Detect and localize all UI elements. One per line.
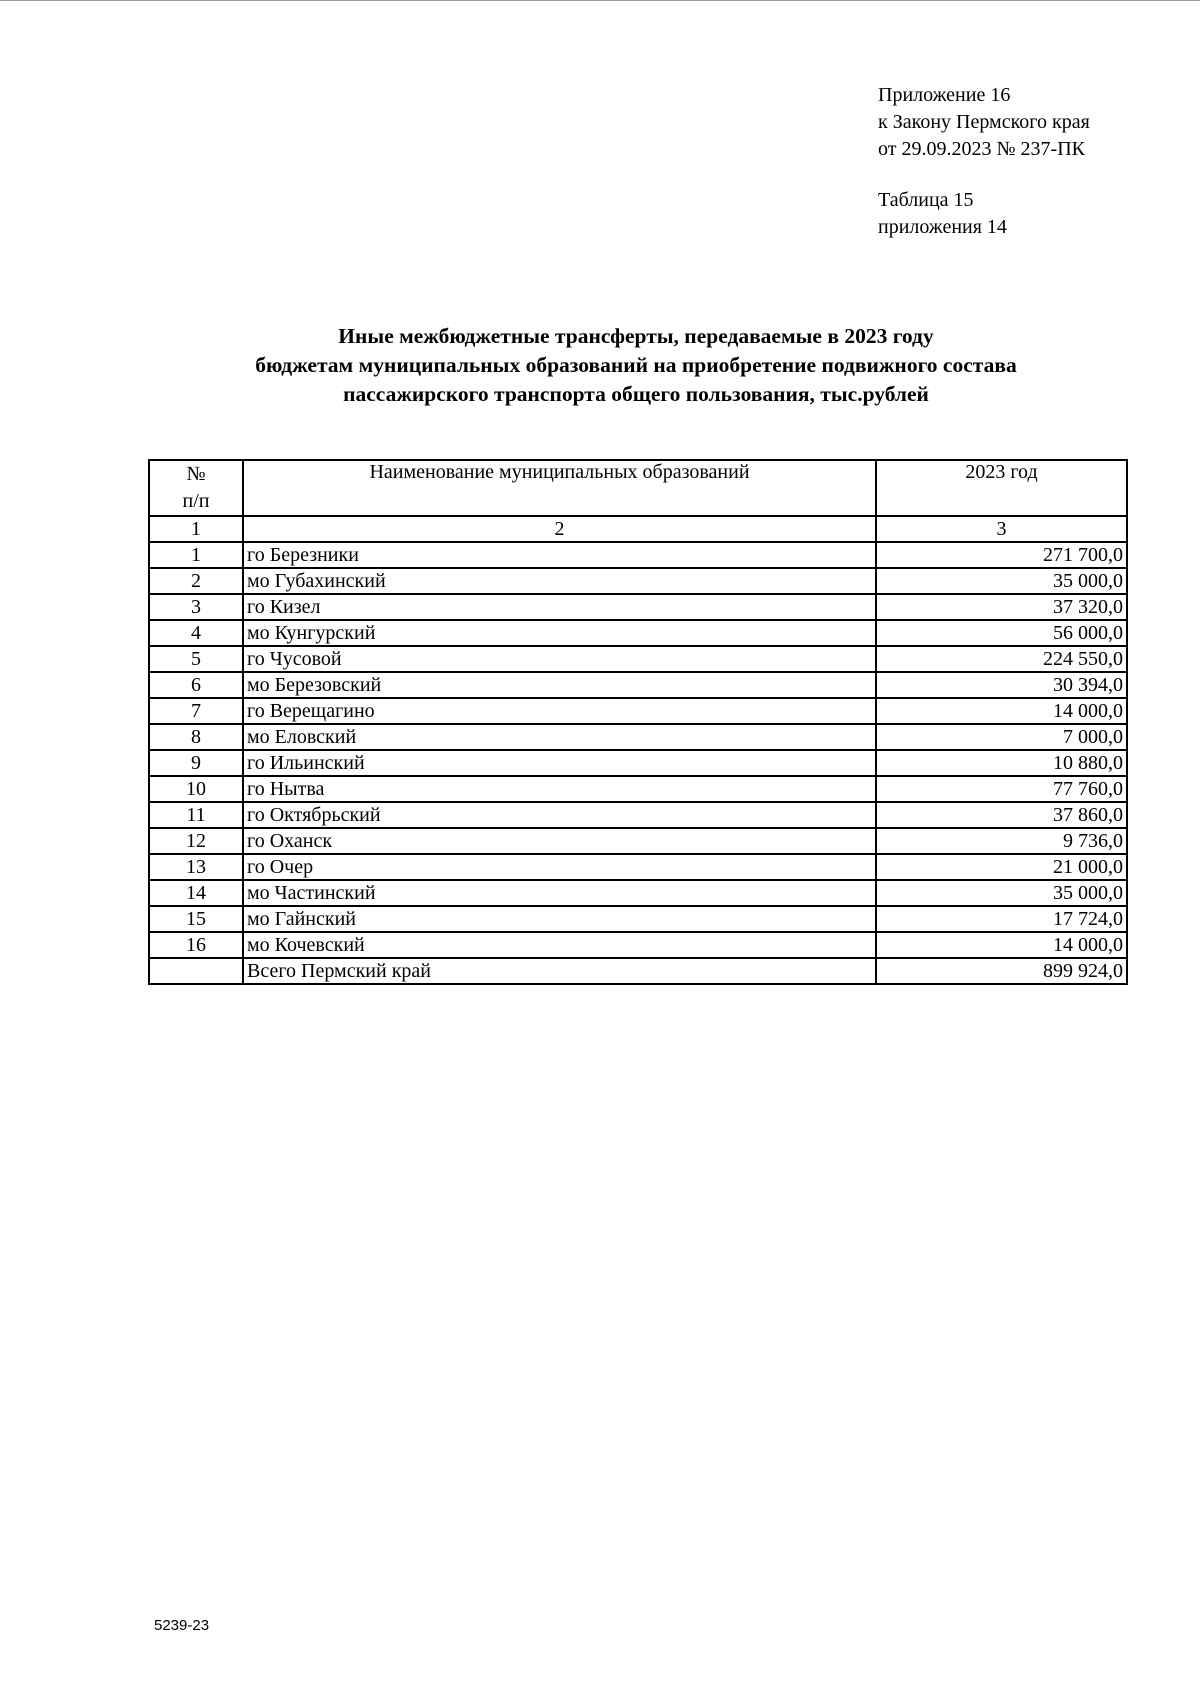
row-number: 11 [149, 802, 243, 828]
appendix-reference [878, 82, 1090, 163]
transfer-amount: 30 394,0 [876, 672, 1127, 698]
row-number: 8 [149, 724, 243, 750]
row-number: 13 [149, 854, 243, 880]
row-number: 10 [149, 776, 243, 802]
transfer-amount: 37 860,0 [876, 802, 1127, 828]
header-number [149, 460, 243, 516]
transfer-amount: 10 880,0 [876, 750, 1127, 776]
row-number: 5 [149, 646, 243, 672]
municipality-name: мо Губахинский [243, 568, 876, 594]
row-number: 4 [149, 620, 243, 646]
transfer-amount: 7 000,0 [876, 724, 1127, 750]
municipality-name: го Октябрьский [243, 802, 876, 828]
column-index-cell: 3 [876, 516, 1127, 542]
table-ref-line-1: Таблица 15 [878, 189, 974, 211]
municipality-name: го Верещагино [243, 698, 876, 724]
table-row [149, 542, 1127, 568]
row-number: 14 [149, 880, 243, 906]
row-number: 3 [149, 594, 243, 620]
header-number-symbol: № [186, 463, 206, 485]
municipality-name: мо Гайнский [243, 906, 876, 932]
table-row [149, 932, 1127, 958]
header-number-abbr: п/п [182, 490, 210, 512]
title-line-3: пассажирского транспорта общего пользования, тыс.рублей [343, 382, 929, 406]
title-line-2: бюджетам муниципальных образований на приобретение подвижного состава [255, 353, 1017, 377]
municipality-name: мо Еловский [243, 724, 876, 750]
row-number: 15 [149, 906, 243, 932]
total-row [149, 958, 1127, 984]
transfer-amount: 14 000,0 [876, 932, 1127, 958]
page-top-edge [0, 0, 1200, 1]
total-amount: 899 924,0 [876, 958, 1127, 984]
column-index-cell: 2 [243, 516, 876, 542]
table-row [149, 880, 1127, 906]
municipality-name: го Очер [243, 854, 876, 880]
table-reference [878, 187, 1007, 241]
transfer-amount: 37 320,0 [876, 594, 1127, 620]
table-row [149, 698, 1127, 724]
appendix-line-2: к Закону Пермского края [878, 111, 1090, 133]
row-number: 9 [149, 750, 243, 776]
table-row [149, 594, 1127, 620]
table-row [149, 568, 1127, 594]
transfer-amount: 14 000,0 [876, 698, 1127, 724]
appendix-line-1: Приложение 16 [878, 84, 1011, 106]
row-number: 6 [149, 672, 243, 698]
header-municipality-name: Наименование муниципальных образований [243, 460, 876, 516]
row-number: 12 [149, 828, 243, 854]
table-row [149, 724, 1127, 750]
column-index-row [149, 516, 1127, 542]
table-header-row [149, 460, 1127, 516]
municipality-name: го Кизел [243, 594, 876, 620]
appendix-line-3: от 29.09.2023 № 237-ПК [878, 138, 1086, 160]
table-row [149, 646, 1127, 672]
table-row [149, 854, 1127, 880]
municipality-name: мо Кочевский [243, 932, 876, 958]
row-number: 7 [149, 698, 243, 724]
municipality-name: го Нытва [243, 776, 876, 802]
transfer-amount: 271 700,0 [876, 542, 1127, 568]
row-number: 1 [149, 542, 243, 568]
table-ref-line-2: приложения 14 [878, 216, 1007, 238]
table-row [149, 828, 1127, 854]
municipality-name: го Ильинский [243, 750, 876, 776]
transfer-amount: 224 550,0 [876, 646, 1127, 672]
transfers-table [148, 459, 1128, 985]
table-row [149, 750, 1127, 776]
header-year: 2023 год [876, 460, 1127, 516]
municipality-name: го Оханск [243, 828, 876, 854]
row-number: 16 [149, 932, 243, 958]
transfer-amount: 35 000,0 [876, 880, 1127, 906]
table-row [149, 776, 1127, 802]
table-row [149, 620, 1127, 646]
transfer-amount: 9 736,0 [876, 828, 1127, 854]
table-row [149, 906, 1127, 932]
transfer-amount: 35 000,0 [876, 568, 1127, 594]
column-index-cell: 1 [149, 516, 243, 542]
municipality-name: го Березники [243, 542, 876, 568]
transfer-amount: 17 724,0 [876, 906, 1127, 932]
row-number: 2 [149, 568, 243, 594]
title-line-1: Иные межбюджетные трансферты, передаваемые в 2023 году [338, 324, 934, 348]
municipality-name: мо Частинский [243, 880, 876, 906]
transfer-amount: 21 000,0 [876, 854, 1127, 880]
table-row [149, 672, 1127, 698]
municipality-name: мо Березовский [243, 672, 876, 698]
total-number [149, 958, 243, 984]
total-label: Всего Пермский край [243, 958, 876, 984]
document-code: 5239-23 [154, 1617, 210, 1634]
municipality-name: мо Кунгурский [243, 620, 876, 646]
transfer-amount: 56 000,0 [876, 620, 1127, 646]
transfer-amount: 77 760,0 [876, 776, 1127, 802]
municipality-name: го Чусовой [243, 646, 876, 672]
document-title [140, 322, 1132, 409]
table-row [149, 802, 1127, 828]
